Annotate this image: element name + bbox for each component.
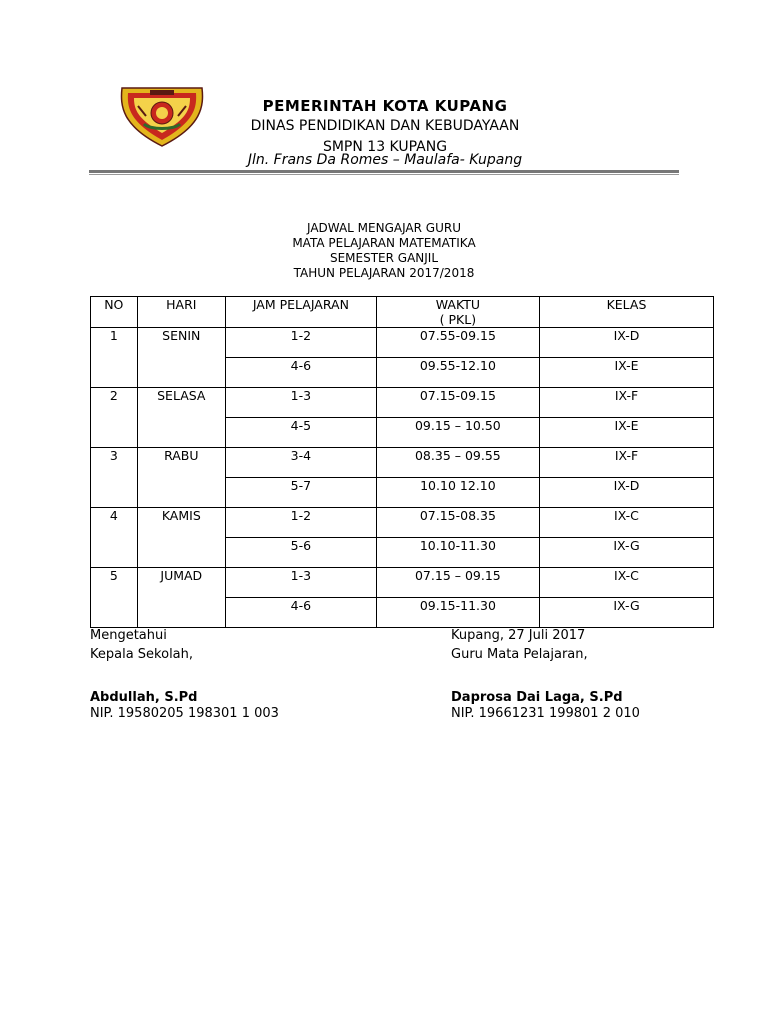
title-subject: MATA PELAJARAN MATEMATIKA <box>292 236 476 250</box>
cell-no: 2 <box>91 388 138 448</box>
cell-no: 4 <box>91 508 138 568</box>
cell-jam: 1-2 <box>226 508 377 538</box>
cell-jam: 1-3 <box>226 388 377 418</box>
cell-jam: 4-5 <box>226 418 377 448</box>
cell-no: 5 <box>91 568 138 628</box>
header-jam: JAM PELAJARAN <box>226 297 377 328</box>
sig-left-name: Abdullah, S.Pd <box>90 690 198 705</box>
cell-waktu: 09.55-12.10 <box>376 358 539 388</box>
letterhead-school: SMPN 13 KUPANG <box>322 139 448 155</box>
cell-waktu: 09.15-11.30 <box>376 598 539 628</box>
cell-kelas: IX-D <box>539 328 713 358</box>
sig-right-nip: NIP. 19661231 199801 2 010 <box>451 706 640 721</box>
header-hari: HARI <box>137 297 225 328</box>
cell-hari: KAMIS <box>137 508 225 568</box>
cell-kelas: IX-G <box>539 598 713 628</box>
sig-right-place-date: Kupang, 27 Juli 2017 <box>451 628 586 643</box>
cell-waktu: 07.15-08.35 <box>376 508 539 538</box>
cell-waktu: 07.15-09.15 <box>376 388 539 418</box>
title-academic-year: TAHUN PELAJARAN 2017/2018 <box>293 266 475 280</box>
cell-jam: 1-3 <box>226 568 377 598</box>
cell-kelas: IX-F <box>539 448 713 478</box>
cell-jam: 4-6 <box>226 598 377 628</box>
table-row <box>91 328 714 358</box>
table-row <box>91 448 714 478</box>
table-row <box>91 388 714 418</box>
cell-jam: 1-2 <box>226 328 377 358</box>
cell-no: 3 <box>91 448 138 508</box>
cell-waktu: 08.35 – 09.55 <box>376 448 539 478</box>
sig-right-name: Daprosa Dai Laga, S.Pd <box>451 690 623 705</box>
cell-jam: 3-4 <box>226 448 377 478</box>
cell-kelas: IX-C <box>539 568 713 598</box>
cell-kelas: IX-C <box>539 508 713 538</box>
cell-kelas: IX-E <box>539 358 713 388</box>
shield-icon <box>121 88 202 146</box>
cell-jam: 4-6 <box>226 358 377 388</box>
table-header-row <box>91 297 714 328</box>
header-waktu <box>376 297 539 328</box>
cell-jam: 5-6 <box>226 538 377 568</box>
cell-hari: SELASA <box>137 388 225 448</box>
cell-waktu: 10.10-11.30 <box>376 538 539 568</box>
sig-right-role: Guru Mata Pelajaran, <box>451 647 588 662</box>
cell-jam: 5-7 <box>226 478 377 508</box>
table-row <box>91 568 714 598</box>
letterhead-government: PEMERINTAH KOTA KUPANG <box>262 97 508 115</box>
cell-waktu: 10.10 12.10 <box>376 478 539 508</box>
cell-hari: RABU <box>137 448 225 508</box>
header-waktu-label: WAKTU <box>435 297 480 312</box>
cell-hari: SENIN <box>137 328 225 388</box>
cell-no: 1 <box>91 328 138 388</box>
letterhead-divider <box>89 170 679 173</box>
cell-waktu: 09.15 – 10.50 <box>376 418 539 448</box>
sig-left-acknowledged: Mengetahui <box>90 628 167 643</box>
table-row <box>91 508 714 538</box>
cell-kelas: IX-D <box>539 478 713 508</box>
header-kelas: KELAS <box>539 297 713 328</box>
sig-left-nip: NIP. 19580205 198301 1 003 <box>90 706 279 721</box>
cell-hari: JUMAD <box>137 568 225 628</box>
letterhead-department: DINAS PENDIDIKAN DAN KEBUDAYAAN <box>250 118 520 134</box>
schedule-table <box>90 296 714 628</box>
cell-kelas: IX-F <box>539 388 713 418</box>
cell-kelas: IX-E <box>539 418 713 448</box>
sig-left-role: Kepala Sekolah, <box>90 647 194 662</box>
title-semester: SEMESTER GANJIL <box>329 251 439 265</box>
cell-waktu: 07.55-09.15 <box>376 328 539 358</box>
header-waktu-unit: ( PKL) <box>439 312 477 327</box>
cell-kelas: IX-G <box>539 538 713 568</box>
cell-waktu: 07.15 – 09.15 <box>376 568 539 598</box>
letterhead-address: Jln. Frans Da Romes – Maulafa- Kupang <box>247 152 523 168</box>
title-schedule: JADWAL MENGAJAR GURU <box>306 221 461 235</box>
header-no: NO <box>91 297 138 328</box>
letterhead-divider-thin <box>89 174 679 175</box>
